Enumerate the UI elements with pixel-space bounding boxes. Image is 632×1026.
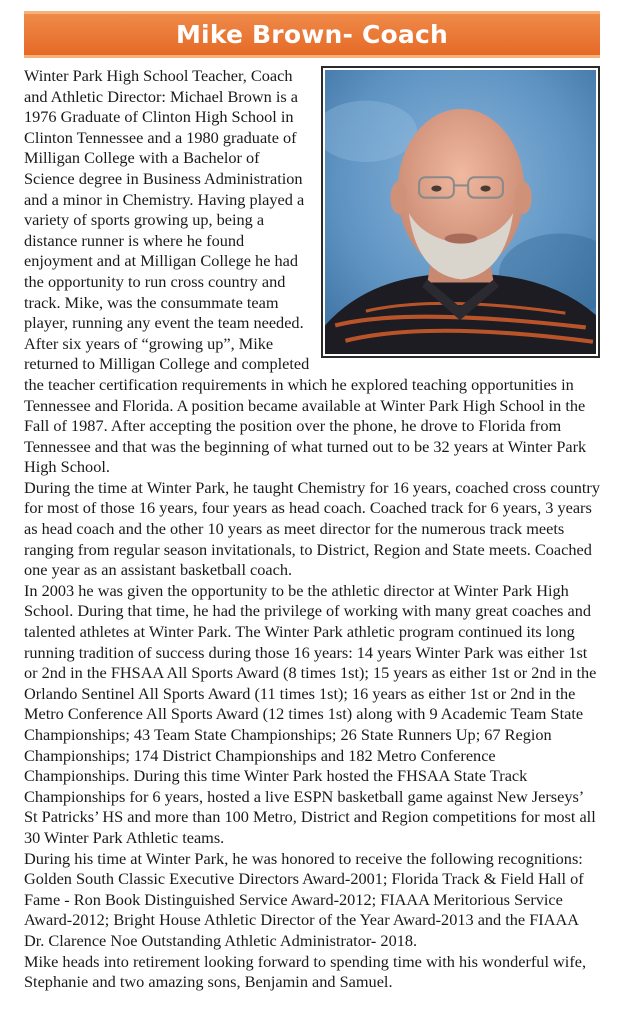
paragraph-biography: Winter Park High School Teacher, Coach and Athletic Director: Michael Brown is a 1976 Graduate of Clinton High School in Clinton Tennessee and a 1980 graduate of Milligan College with a Bachelor of Science degree in Business Administration and a minor in Chemistry. Having played a variety of sports growing up, being a distance runner is where he found enjoyment and at Milligan College he had the opportunity to run cross country and track. Mike, was the consummate team player, running any event the team needed. After six years of “growing up”, Mike returned to Milligan College and completed the teacher certification requirements in which he explored teaching opportunities in Tennessee and Florida. A position became available at Winter Park High School in the Fall of 1987. After accepting the position over the phone, he drove to Florida from Tennessee and that was the beginning of what turned out to be 32 years at Winter Park High School. xyxy=(24,66,587,477)
coach-portrait-photo xyxy=(321,66,600,358)
paragraph-awards: During his time at Winter Park, he was honored to receive the following recognitions: Golden South Classic Executive Directors Award-2001; Florida Track & Field Hall of Fame - Ron Book Distinguished Service Award-2012; FIAAA Meritorious Service Award-2012; Bright House Athletic Director of the Year Award-2013 and the FIAAA Dr. Clarence Noe Outstanding Athletic Administrator- 2018. xyxy=(24,848,584,950)
page-title: Mike Brown- Coach xyxy=(175,20,448,49)
paragraph-retirement: Mike heads into retirement looking forward to spending time with his wonderful wife, Stephanie and two amazing sons, Benjamin and Samuel. xyxy=(24,951,587,992)
paragraph-coaching-career: During the time at Winter Park, he taught Chemistry for 16 years, coached cross country for most of those 16 years, four years as head coach. Coached track for 6 years, 3 years as head coach and the other 10 years as meet director for the numerous track meets ranging from regular season invitationals, to District, Region and State meets. Coached one year as an assistant basketball coach. xyxy=(24,477,600,580)
paragraph-athletic-director: In 2003 he was given the opportunity to be the athletic director at Winter Park High School. During that time, he had the privilege of working with many great coaches and talented athletes at Winter Park. The Winter Park athletic program continued its long running tradition of success during those 16 years: 14 years Winter Park was either 1st or 2nd in the FHSAA All Sports Award (8 times 1st); 15 years as either 1st or 2nd in the Orlando Sentinel All Sports Award (11 times 1st); 16 years as either 1st or 2nd in the Metro Conference All Sports Award (12 times 1st) along with 9 Academic Team State Championships; 43 Team State Championships; 26 State Runners Up; 67 Region Championships; 174 District Championships and 182 Metro Conference Championships. During this time Winter Park hosted the FHSAA State Track Championships for 6 years, hosted a live ESPN basketball game against New Jerseys’ St Patricks’ HS and more than 100 Metro, District and Region competitions for most all 30 Winter Park Athletic teams. xyxy=(24,580,597,847)
portrait-image xyxy=(325,70,596,354)
title-banner xyxy=(24,11,600,58)
article-body xyxy=(24,66,600,993)
